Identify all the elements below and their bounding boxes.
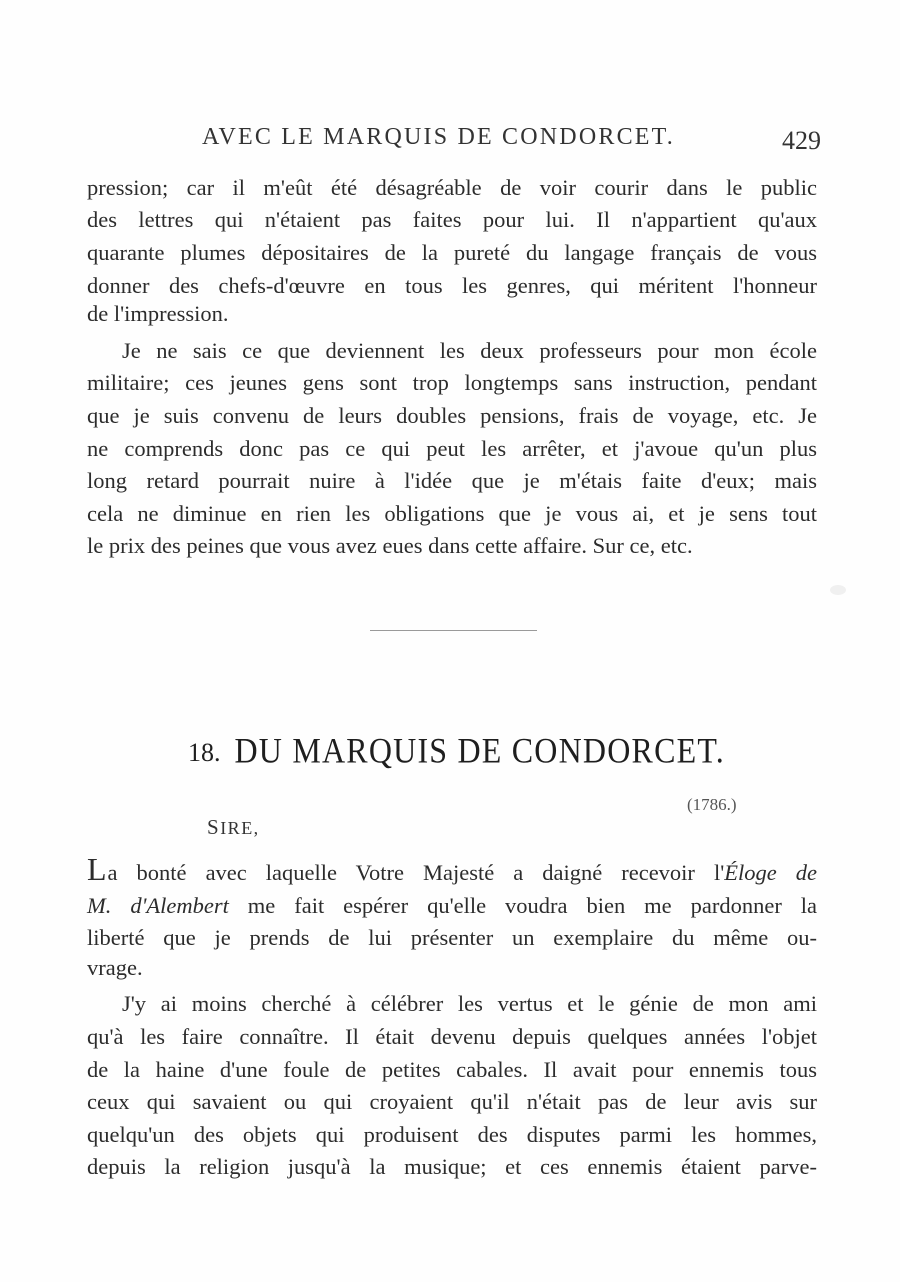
text-line: des lettres qui n'étaient pas faites pour lui. Il n'appartient qu'aux: [87, 207, 817, 232]
text-span: a bonté avec laquelle Votre Majesté a daigné recevoir l': [107, 860, 725, 885]
salutation-cap: S: [207, 815, 221, 839]
text-line: quelqu'un des objets qui produisent des disputes parmi les hommes,: [87, 1122, 817, 1147]
text-line: qu'à les faire connaître. Il était devenu depuis quelques années l'objet: [87, 1024, 817, 1049]
text-line: [87, 890, 817, 922]
text-span: me fait espérer qu'elle voudra bien me pardonner la: [228, 893, 817, 918]
text-line: que je suis convenu de leurs doubles pensions, frais de voyage, etc. Je: [87, 403, 817, 428]
text-line: pression; car il m'eût été désagréable de voir courir dans le public: [87, 175, 817, 200]
text-line: militaire; ces jeunes gens sont trop longtemps sans instruction, pendant: [87, 370, 817, 395]
text-line: de l'impression.: [87, 301, 229, 326]
text-line: donner des chefs-d'œuvre en tous les genres, qui méritent l'honneur: [87, 273, 817, 298]
drop-cap: L: [87, 851, 107, 887]
running-title: AVEC LE MARQUIS DE CONDORCET.: [202, 124, 675, 150]
book-title-italic: M. d'Alembert: [87, 893, 229, 918]
letter-date: (1786.): [687, 795, 737, 814]
running-head: [0, 124, 900, 158]
text-line: [87, 851, 818, 889]
paper-mark: [830, 585, 846, 595]
text-line: de la haine d'une foule de petites cabales. Il avait pour ennemis tous: [87, 1057, 817, 1082]
section-divider: [370, 630, 537, 631]
text-line: quarante plumes dépositaires de la pureté du langage français de vous: [87, 240, 817, 265]
text-line: liberté que je prends de lui présenter un exemplaire du même ou-: [87, 925, 817, 950]
text-line: vrage.: [87, 955, 143, 980]
text-line: cela ne diminue en rien les obligations que je vous ai, et je sens tout: [87, 501, 817, 526]
text-line: long retard pourrait nuire à l'idée que je m'étais faite d'eux; mais: [87, 468, 817, 493]
page-number: 429: [782, 126, 821, 155]
letter-heading: [188, 729, 725, 771]
text-line: J'y ai moins cherché à célébrer les vertus et le génie de mon ami: [122, 991, 817, 1016]
letter-number: 18.: [188, 738, 221, 767]
text-line: ceux qui savaient ou qui croyaient qu'il n'était pas de leur avis sur: [87, 1089, 817, 1114]
salutation: [207, 815, 260, 840]
text-line: ne comprends donc pas ce qui peut les arrêter, et j'avoue qu'un plus: [87, 436, 817, 461]
letter-title: DU MARQUIS DE CONDORCET.: [234, 729, 725, 771]
text-line: depuis la religion jusqu'à la musique; et ces ennemis étaient parve-: [87, 1154, 817, 1179]
text-line: Je ne sais ce que deviennent les deux professeurs pour mon école: [122, 338, 817, 363]
text-line: le prix des peines que vous avez eues dans cette affaire. Sur ce, etc.: [87, 533, 693, 558]
salutation-rest: IRE,: [220, 818, 260, 838]
book-title-italic: Éloge de: [724, 860, 818, 885]
